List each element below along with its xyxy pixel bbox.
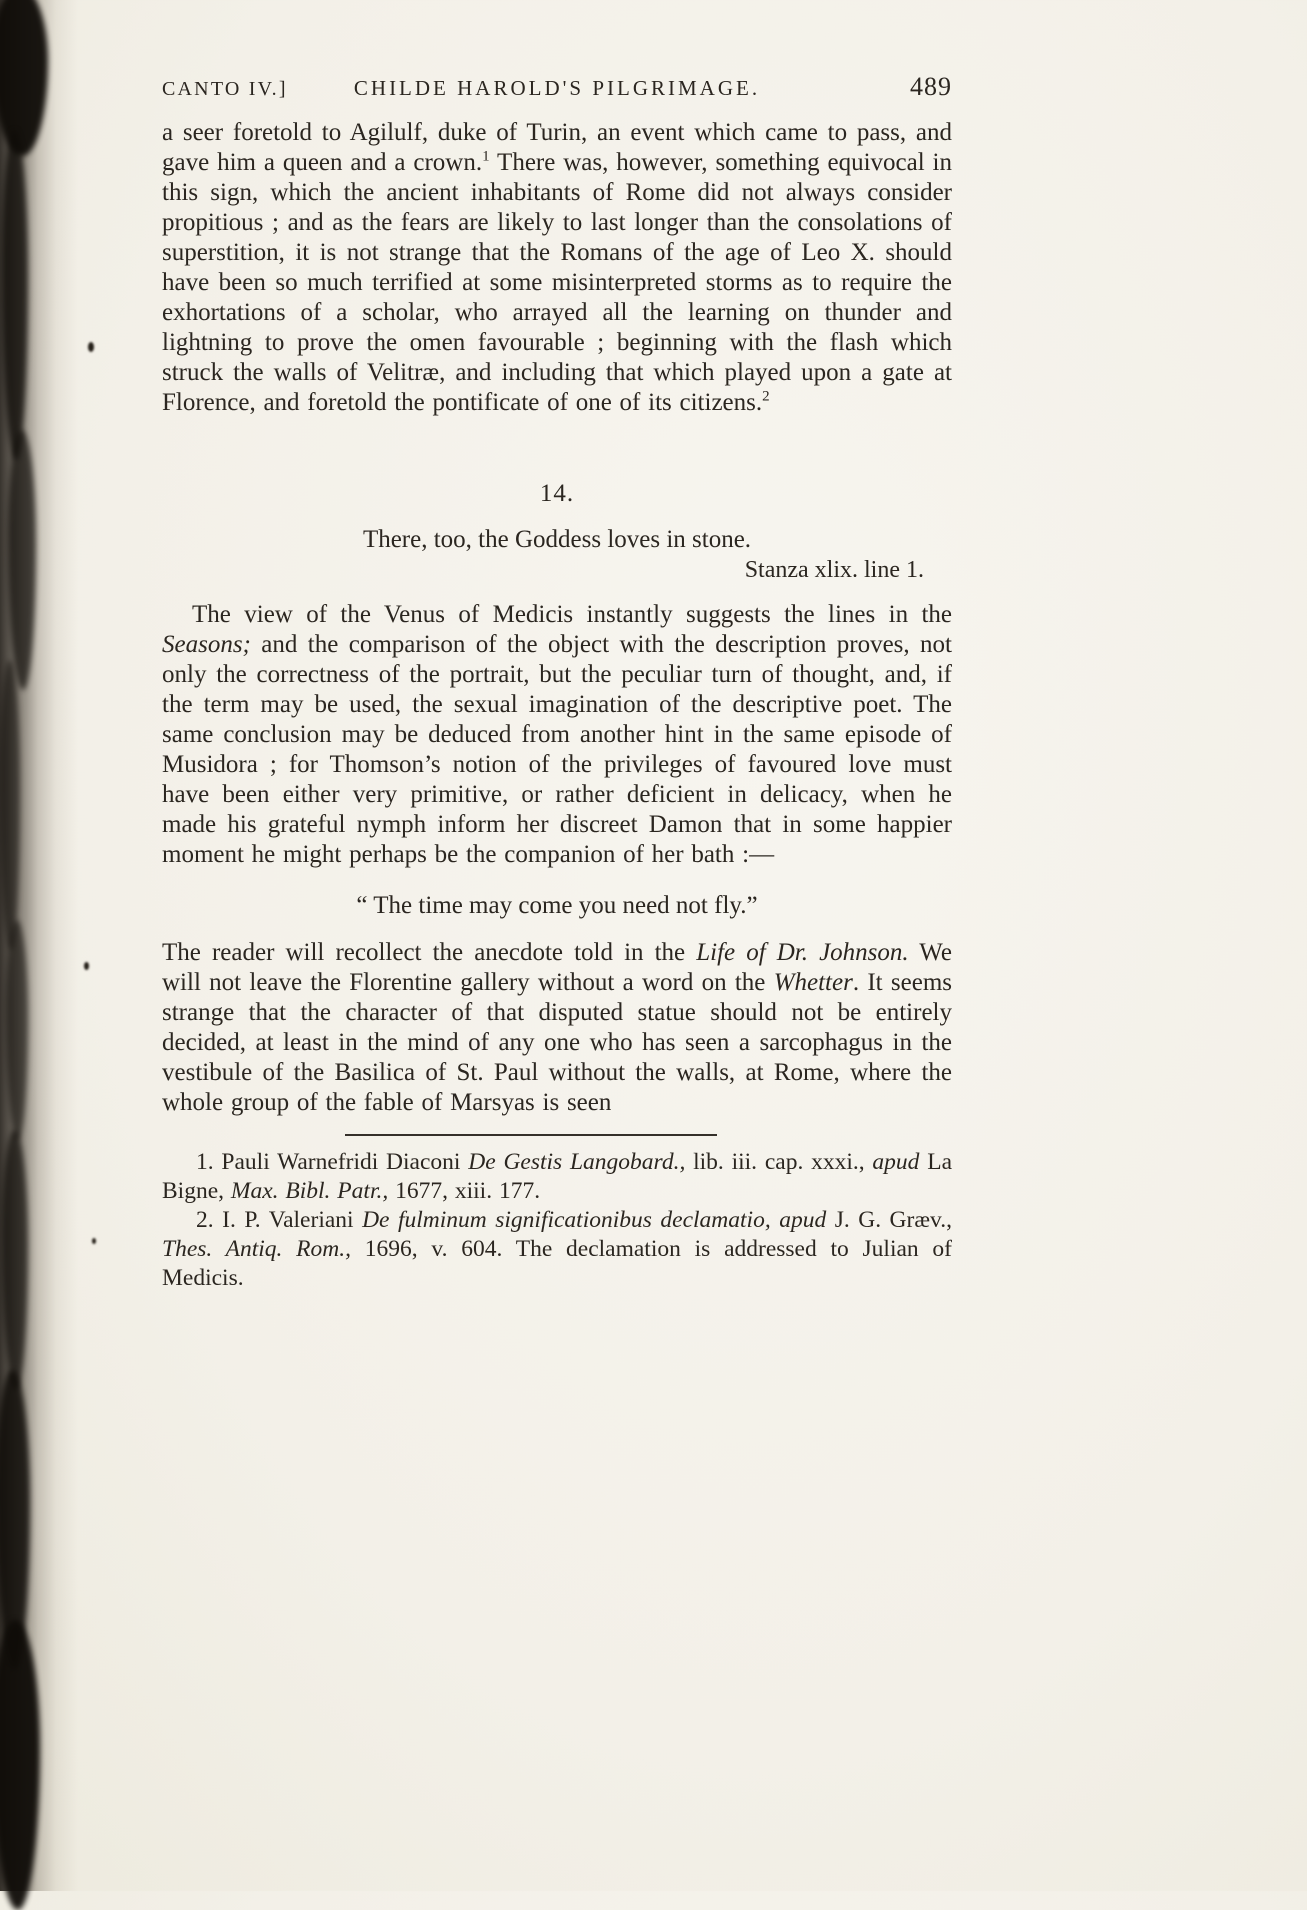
scan-speck: [88, 342, 94, 352]
canto-label: CANTO IV.]: [162, 78, 288, 100]
page-number: 489: [910, 72, 952, 101]
binding-blob: [2, 1130, 28, 1390]
paragraph-continuation: a seer foretold to Agilulf, duke of Turin, an event which came to pass, and gave him a queen and a crown.$^1$ There was, however, something equivocal in this sign, which the ancient inhabitants of Rome did not always consider propitious ; and as the fears are likely to last longer than the consolations of superstition, it is not strange that the Romans of the age of Leo X. should have been so much terrified at some misinterpreted storms as to require the exhortations of a scholar, who arrayed all the learning on thunder and lightning to prove the omen favourable ; beginning with the flash which struck the walls of Velitræ, and including that which played upon a gate at Florence, and foretold the pontificate of one of its citizens.$^2$: [162, 119, 952, 416]
inline-quote: “ The time may come you need not fly.”: [356, 892, 758, 919]
scan-speck: [84, 962, 89, 970]
scan-binding-edge: [0, 0, 78, 1891]
page-content: [162, 72, 952, 1293]
section-number: 14.: [539, 480, 575, 507]
footnote-2: 2. I. P. Valeriani De fulminum significationibus declamatio, apud J. G. Græv., Thes. Antiq. Rom., 1696, v. 604. The declamation is addressed to Julian of Medicis.: [162, 1207, 953, 1291]
binding-blob: [0, 0, 48, 156]
footnote-separator: [345, 1134, 717, 1136]
paragraph-reader: The reader will recollect the anecdote told in the Life of Dr. Johnson. We will not leave the Florentine gallery without a word on the Whetter. It seems strange that the character of that disputed statue should not be entirely decided, at least in the mind of any one who has seen a sarcophagus in the vestibule of the Basilica of St. Paul without the walls, at Rome, where the whole group of the fable of Marsyas is seen: [162, 939, 952, 1116]
verse-quote: There, too, the Goddess loves in stone.: [362, 526, 752, 553]
binding-blob: [2, 130, 28, 460]
binding-blob: [0, 1620, 40, 1910]
binding-blob: [0, 660, 20, 950]
verse-attribution: Stanza xlix. line 1.: [744, 557, 924, 583]
binding-blob: [6, 920, 28, 1140]
paragraph-venus: The view of the Venus of Medicis instantly suggests the lines in the Seasons; and the comparison of the object with the description proves, not only the correctness of the portrait, but the peculiar turn of thought, and, if the term may be used, the sexual imagination of the descriptive poet. The same conclusion may be deduced from another hint in the same episode of Musidora ; for Thomson’s notion of the privileges of favoured love must have been either very primitive, or rather deficient in delicacy, when he made his grateful nymph inform her discreet Damon that in some happier moment he might perhaps be the companion of her bath :—: [162, 601, 952, 868]
scan-speck: [92, 1238, 96, 1244]
page-header: [162, 72, 952, 102]
book-title: CHILDE HAROLD'S PILGRIMAGE.: [353, 76, 761, 100]
footnote-1: 1. Pauli Warnefridi Diaconi De Gestis Langobard., lib. iii. cap. xxxi., apud La Bigne, Max. Bibl. Patr., 1677, xiii. 177.: [162, 1149, 952, 1204]
binding-blob: [8, 430, 36, 690]
